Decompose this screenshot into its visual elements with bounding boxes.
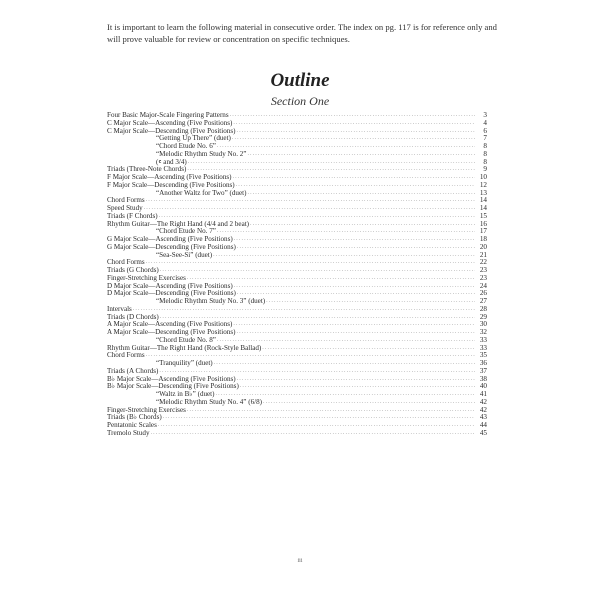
toc-entry-label: Triads (A Chords)	[107, 366, 159, 375]
toc-entry-page: 23	[479, 273, 487, 282]
toc-entry-label: B♭ Major Scale—Descending (Five Positions)	[107, 382, 239, 391]
toc-entry-label: Chord Forms	[107, 258, 145, 267]
toc-entry-label: Four Basic Major-Scale Fingering Patterns	[107, 111, 229, 119]
toc-entry-page: 35	[479, 351, 487, 360]
toc-entry-label: “Melodic Rhythm Study No. 2”	[107, 151, 247, 159]
toc-entry	[107, 197, 487, 205]
toc-entry-label: “Chord Etude No. 8”	[107, 337, 217, 345]
dot-leader	[234, 283, 475, 291]
toc-entry-page: 33	[479, 343, 487, 352]
toc-entry	[107, 430, 487, 438]
toc-entry-page: 6	[483, 126, 487, 135]
toc-entry-page: 44	[479, 421, 487, 429]
toc-entry-label: C Major Scale—Ascending (Five Positions)	[107, 118, 233, 127]
toc-entry	[107, 205, 487, 213]
toc-entry-page: 21	[479, 250, 487, 259]
toc-entry-label: “Chord Etude No. 6”	[107, 143, 217, 151]
dot-leader	[163, 414, 475, 422]
toc-entry-page: 4	[483, 118, 487, 127]
toc-entry-label: Triads (B♭ Chords)	[107, 413, 162, 422]
toc-entry-label: Tremolo Study	[107, 428, 150, 437]
dot-leader	[240, 383, 475, 391]
toc-entry-label: F Major Scale—Ascending (Five Positions)	[107, 173, 232, 181]
dot-leader	[247, 151, 475, 159]
toc-entry-page: 24	[479, 281, 487, 290]
dot-leader	[151, 430, 475, 438]
dot-leader	[237, 376, 475, 384]
toc-entry-label: F Major Scale—Descending (Five Positions)	[107, 180, 235, 189]
intro-paragraph: It is important to learn the following material in consecutive order. The index on pg. 117 is for reference only and will prove valuable for review or concentration on specific techniques.	[107, 22, 497, 44]
toc-entry-label: “Getting Up There” (duet)	[107, 135, 232, 143]
toc-entry-page: 14	[479, 196, 487, 205]
toc-entry-page: 18	[479, 235, 487, 243]
dot-leader	[234, 236, 475, 244]
toc-entry-page: 33	[479, 335, 487, 344]
table-of-contents	[107, 112, 487, 438]
dot-leader	[236, 182, 475, 190]
dot-leader	[217, 143, 475, 151]
dot-leader	[158, 422, 475, 430]
toc-entry-page: 20	[479, 242, 487, 251]
toc-entry	[107, 259, 487, 267]
dot-leader	[160, 267, 475, 275]
toc-entry-page: 7	[483, 134, 487, 143]
dot-leader	[233, 174, 475, 182]
toc-entry-label: “Sea-See-Si” (duet)	[107, 252, 213, 260]
toc-entry-label: Finger-Stretching Exercises	[107, 405, 186, 414]
dot-leader	[188, 159, 475, 167]
dot-leader	[232, 135, 475, 143]
dot-leader	[247, 190, 475, 198]
dot-leader	[250, 221, 475, 229]
toc-entry-label: C Major Scale—Descending (Five Positions)	[107, 126, 236, 135]
toc-entry-label: Finger-Stretching Exercises	[107, 273, 186, 282]
toc-entry-page: 38	[479, 374, 487, 383]
toc-entry-page: 15	[479, 211, 487, 220]
toc-entry-label: Pentatonic Scales	[107, 421, 157, 429]
toc-entry-label: Rhythm Guitar—The Right Hand (4/4 and 2 beat)	[107, 219, 250, 228]
toc-entry-page: 29	[479, 312, 487, 321]
dot-leader	[144, 205, 475, 213]
page-number: iii	[297, 558, 303, 564]
toc-entry-label: Triads (Three-Note Chords)	[107, 165, 187, 174]
toc-entry-page: 13	[479, 188, 487, 197]
page-title: Outline	[270, 70, 330, 91]
toc-entry-label: D Major Scale—Ascending (Five Positions)	[107, 281, 233, 290]
dot-leader	[213, 252, 475, 260]
toc-entry-page: 30	[479, 320, 487, 329]
toc-entry	[107, 345, 487, 353]
toc-entry-page: 28	[479, 304, 487, 313]
toc-entry-page: 32	[479, 328, 487, 336]
toc-entry	[107, 298, 487, 306]
toc-entry-page: 23	[479, 266, 487, 274]
toc-entry-label: G Major Scale—Descending (Five Positions)	[107, 242, 236, 251]
toc-entry	[107, 306, 487, 314]
toc-entry-label: A Major Scale—Descending (Five Positions)	[107, 328, 236, 336]
toc-entry-page: 8	[483, 142, 487, 150]
toc-entry-label: Chord Forms	[107, 196, 145, 205]
toc-entry-page: 9	[483, 165, 487, 174]
toc-entry-label: “Melodic Rhythm Study No. 4” (6/8)	[107, 399, 263, 407]
dot-leader	[236, 128, 475, 136]
toc-entry-label: Triads (F Chords)	[107, 211, 158, 220]
dot-leader	[230, 112, 475, 120]
dot-leader	[133, 306, 475, 314]
toc-entry-label: G Major Scale—Ascending (Five Positions)	[107, 235, 233, 243]
toc-entry-label: “Chord Etude No. 7”	[107, 228, 217, 236]
dot-leader	[237, 290, 475, 298]
dot-leader	[214, 360, 475, 368]
toc-entry-page: 36	[479, 359, 487, 367]
toc-entry	[107, 360, 487, 368]
toc-entry-label: “Melodic Rhythm Study No. 3” (duet)	[107, 298, 266, 306]
toc-entry-page: 41	[479, 390, 487, 398]
toc-entry-page: 3	[483, 111, 487, 119]
toc-entry-page: 14	[479, 204, 487, 212]
dot-leader	[146, 197, 475, 205]
toc-entry-label: B♭ Major Scale—Ascending (Five Positions)	[107, 374, 236, 383]
toc-entry-page: 42	[479, 405, 487, 414]
dot-leader	[236, 329, 475, 337]
toc-entry	[107, 422, 487, 430]
toc-entry-label: “Tranquility” (duet)	[107, 360, 214, 368]
toc-entry-label: Triads (D Chords)	[107, 312, 159, 321]
dot-leader	[187, 407, 475, 415]
toc-entry-page: 27	[479, 297, 487, 305]
toc-entry-label: Triads (G Chords)	[107, 266, 159, 274]
dot-leader	[233, 120, 475, 128]
toc-entry-page: 8	[483, 149, 487, 158]
toc-entry-page: 37	[479, 366, 487, 375]
section-subtitle: Section One	[270, 94, 330, 108]
dot-leader	[146, 259, 475, 267]
toc-entry-page: 45	[479, 428, 487, 437]
toc-entry-page: 42	[479, 397, 487, 406]
dot-leader	[266, 298, 475, 306]
toc-entry-page: 17	[479, 227, 487, 236]
toc-entry-label: Speed Study	[107, 204, 143, 212]
toc-entry-page: 8	[483, 157, 487, 166]
toc-entry	[107, 190, 487, 198]
toc-entry-page: 12	[479, 180, 487, 189]
toc-entry-page: 22	[479, 258, 487, 267]
dot-leader	[262, 345, 475, 353]
toc-entry-label: Chord Forms	[107, 351, 145, 360]
dot-leader	[263, 399, 475, 407]
toc-entry-page: 43	[479, 413, 487, 422]
toc-entry-label: “Another Waltz for Two” (duet)	[107, 190, 247, 198]
toc-entry-label: Intervals	[107, 304, 132, 313]
toc-entry	[107, 252, 487, 260]
dot-leader	[237, 244, 475, 252]
toc-entry-page: 40	[479, 382, 487, 391]
toc-entry-page: 16	[479, 219, 487, 228]
dot-leader	[217, 228, 475, 236]
toc-entry	[107, 407, 487, 415]
toc-entry-page: 10	[479, 173, 487, 181]
toc-entry-label: “Waltz in B♭” (duet)	[107, 391, 216, 399]
toc-entry	[107, 414, 487, 422]
dot-leader	[233, 321, 475, 329]
toc-entry-label: Rhythm Guitar—The Right Hand (Rock-Style Ballad)	[107, 343, 262, 352]
toc-entry-label: D Major Scale—Descending (Five Positions)	[107, 289, 236, 298]
toc-entry-label: (𝄴 and 3/4)	[107, 159, 188, 167]
toc-entry-page: 26	[479, 289, 487, 298]
toc-entry-label: A Major Scale—Ascending (Five Positions)	[107, 320, 233, 329]
